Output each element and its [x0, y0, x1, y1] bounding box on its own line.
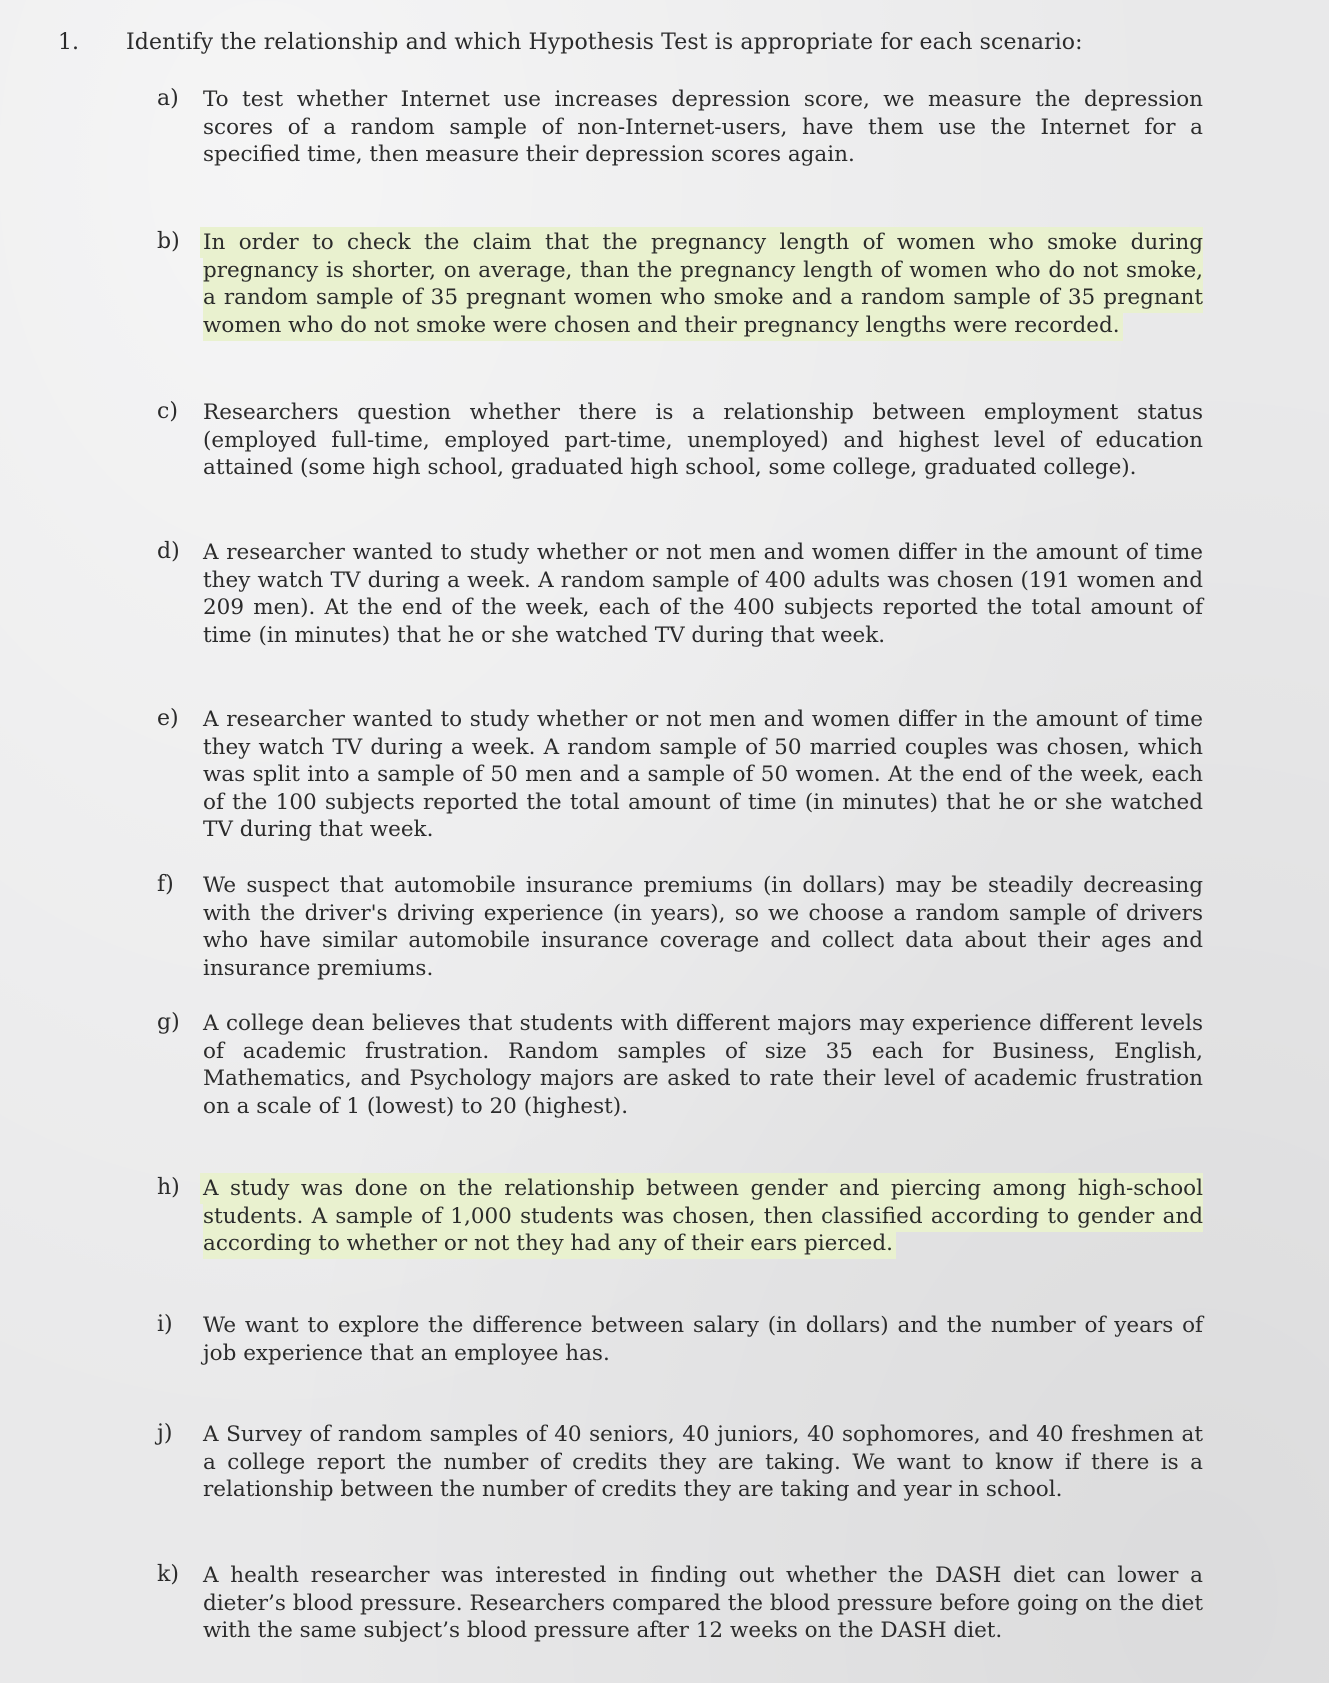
scenario-text: To test whether Internet use increases depression score, we measure the depression scores of a random sample of non-Internet-users, have them use the Internet for a specified time, then measure their depression scores again.: [203, 87, 1203, 167]
scenario-text: A researcher wanted to study whether or not men and women differ in the amount of time they watch TV during a week. A random sample of 400 adults was chosen (191 women and 209 men). At the end of the week, each of the 400 subjects reported the total amount of time (in minutes) that he or she watched TV during that week.: [203, 540, 1203, 648]
highlighted-scenario-text: A study was done on the relationship between gender and piercing among high-school students. A sample of 1,000 students was chosen, then classified according to gender and according to whether or not they had any of their ears pierced.: [203, 1176, 1203, 1256]
scenario-text-wrapper: [203, 1175, 1203, 1258]
scenario-label: b): [157, 229, 180, 254]
scenario-label: d): [157, 539, 180, 564]
scenario-label: e): [157, 706, 179, 731]
scenario-text: Researchers question whether there is a relationship between employment status (employed full-time, employed part-time, unemployed) and highest level of education attained (some high school, graduated high school, some college, graduated college).: [203, 400, 1203, 480]
scenario-text: We suspect that automobile insurance premiums (in dollars) may be steadily decreasing with the driver's driving experience (in years), so we choose a random sample of drivers who have similar automobile insurance coverage and collect data about their ages and insurance premiums.: [203, 873, 1203, 981]
scenario-label: f): [157, 872, 174, 897]
scenario-text: A researcher wanted to study whether or not men and women differ in the amount of time they watch TV during a week. A random sample of 50 married couples was chosen, which was split into a sample of 50 men and a sample of 50 women. At the end of the week, each of the 100 subjects reported the total amount of time (in minutes) that he or she watched TV during that week.: [203, 707, 1203, 842]
scenario-text-wrapper: [203, 229, 1203, 339]
scenario-label: i): [157, 1312, 173, 1337]
scenario-label: g): [157, 1010, 180, 1035]
question-number: 1.: [58, 30, 79, 55]
scenario-label: c): [157, 399, 178, 424]
scenario-text: We want to explore the difference between salary (in dollars) and the number of years of job experience that an employee has.: [203, 1313, 1203, 1366]
scenario-label: a): [157, 86, 179, 111]
scenario-label: k): [157, 1562, 179, 1587]
highlighted-scenario-text: In order to check the claim that the pregnancy length of women who smoke during pregnancy is shorter, on average, than the pregnancy length of women who do not smoke, a random sample of 35 pregnant women who smoke and a random sample of 35 pregnant women who do not smoke were chosen and their pregnancy lengths were recorded.: [203, 230, 1203, 338]
question-title: Identify the relationship and which Hypothesis Test is appropriate for each scenario:: [126, 30, 1083, 55]
scenario-label: h): [157, 1175, 180, 1200]
scenario-text: A health researcher was interested in finding out whether the DASH diet can lower a dieter’s blood pressure. Researchers compared the blood pressure before going on the diet with the same subject’s blood pressure after 12 weeks on the DASH diet.: [203, 1563, 1203, 1643]
scenario-text: A college dean believes that students with different majors may experience different levels of academic frustration. Random samples of size 35 each for Business, English, Mathematics, and Psychology majors are asked to rate their level of academic frustration on a scale of 1 (lowest) to 20 (highest).: [203, 1011, 1203, 1119]
scenario-text: A Survey of random samples of 40 seniors, 40 juniors, 40 sophomores, and 40 freshmen at a college report the number of credits they are taking. We want to know if there is a relationship between the number of credits they are taking and year in school.: [203, 1422, 1203, 1502]
scenario-label: j): [157, 1421, 173, 1446]
